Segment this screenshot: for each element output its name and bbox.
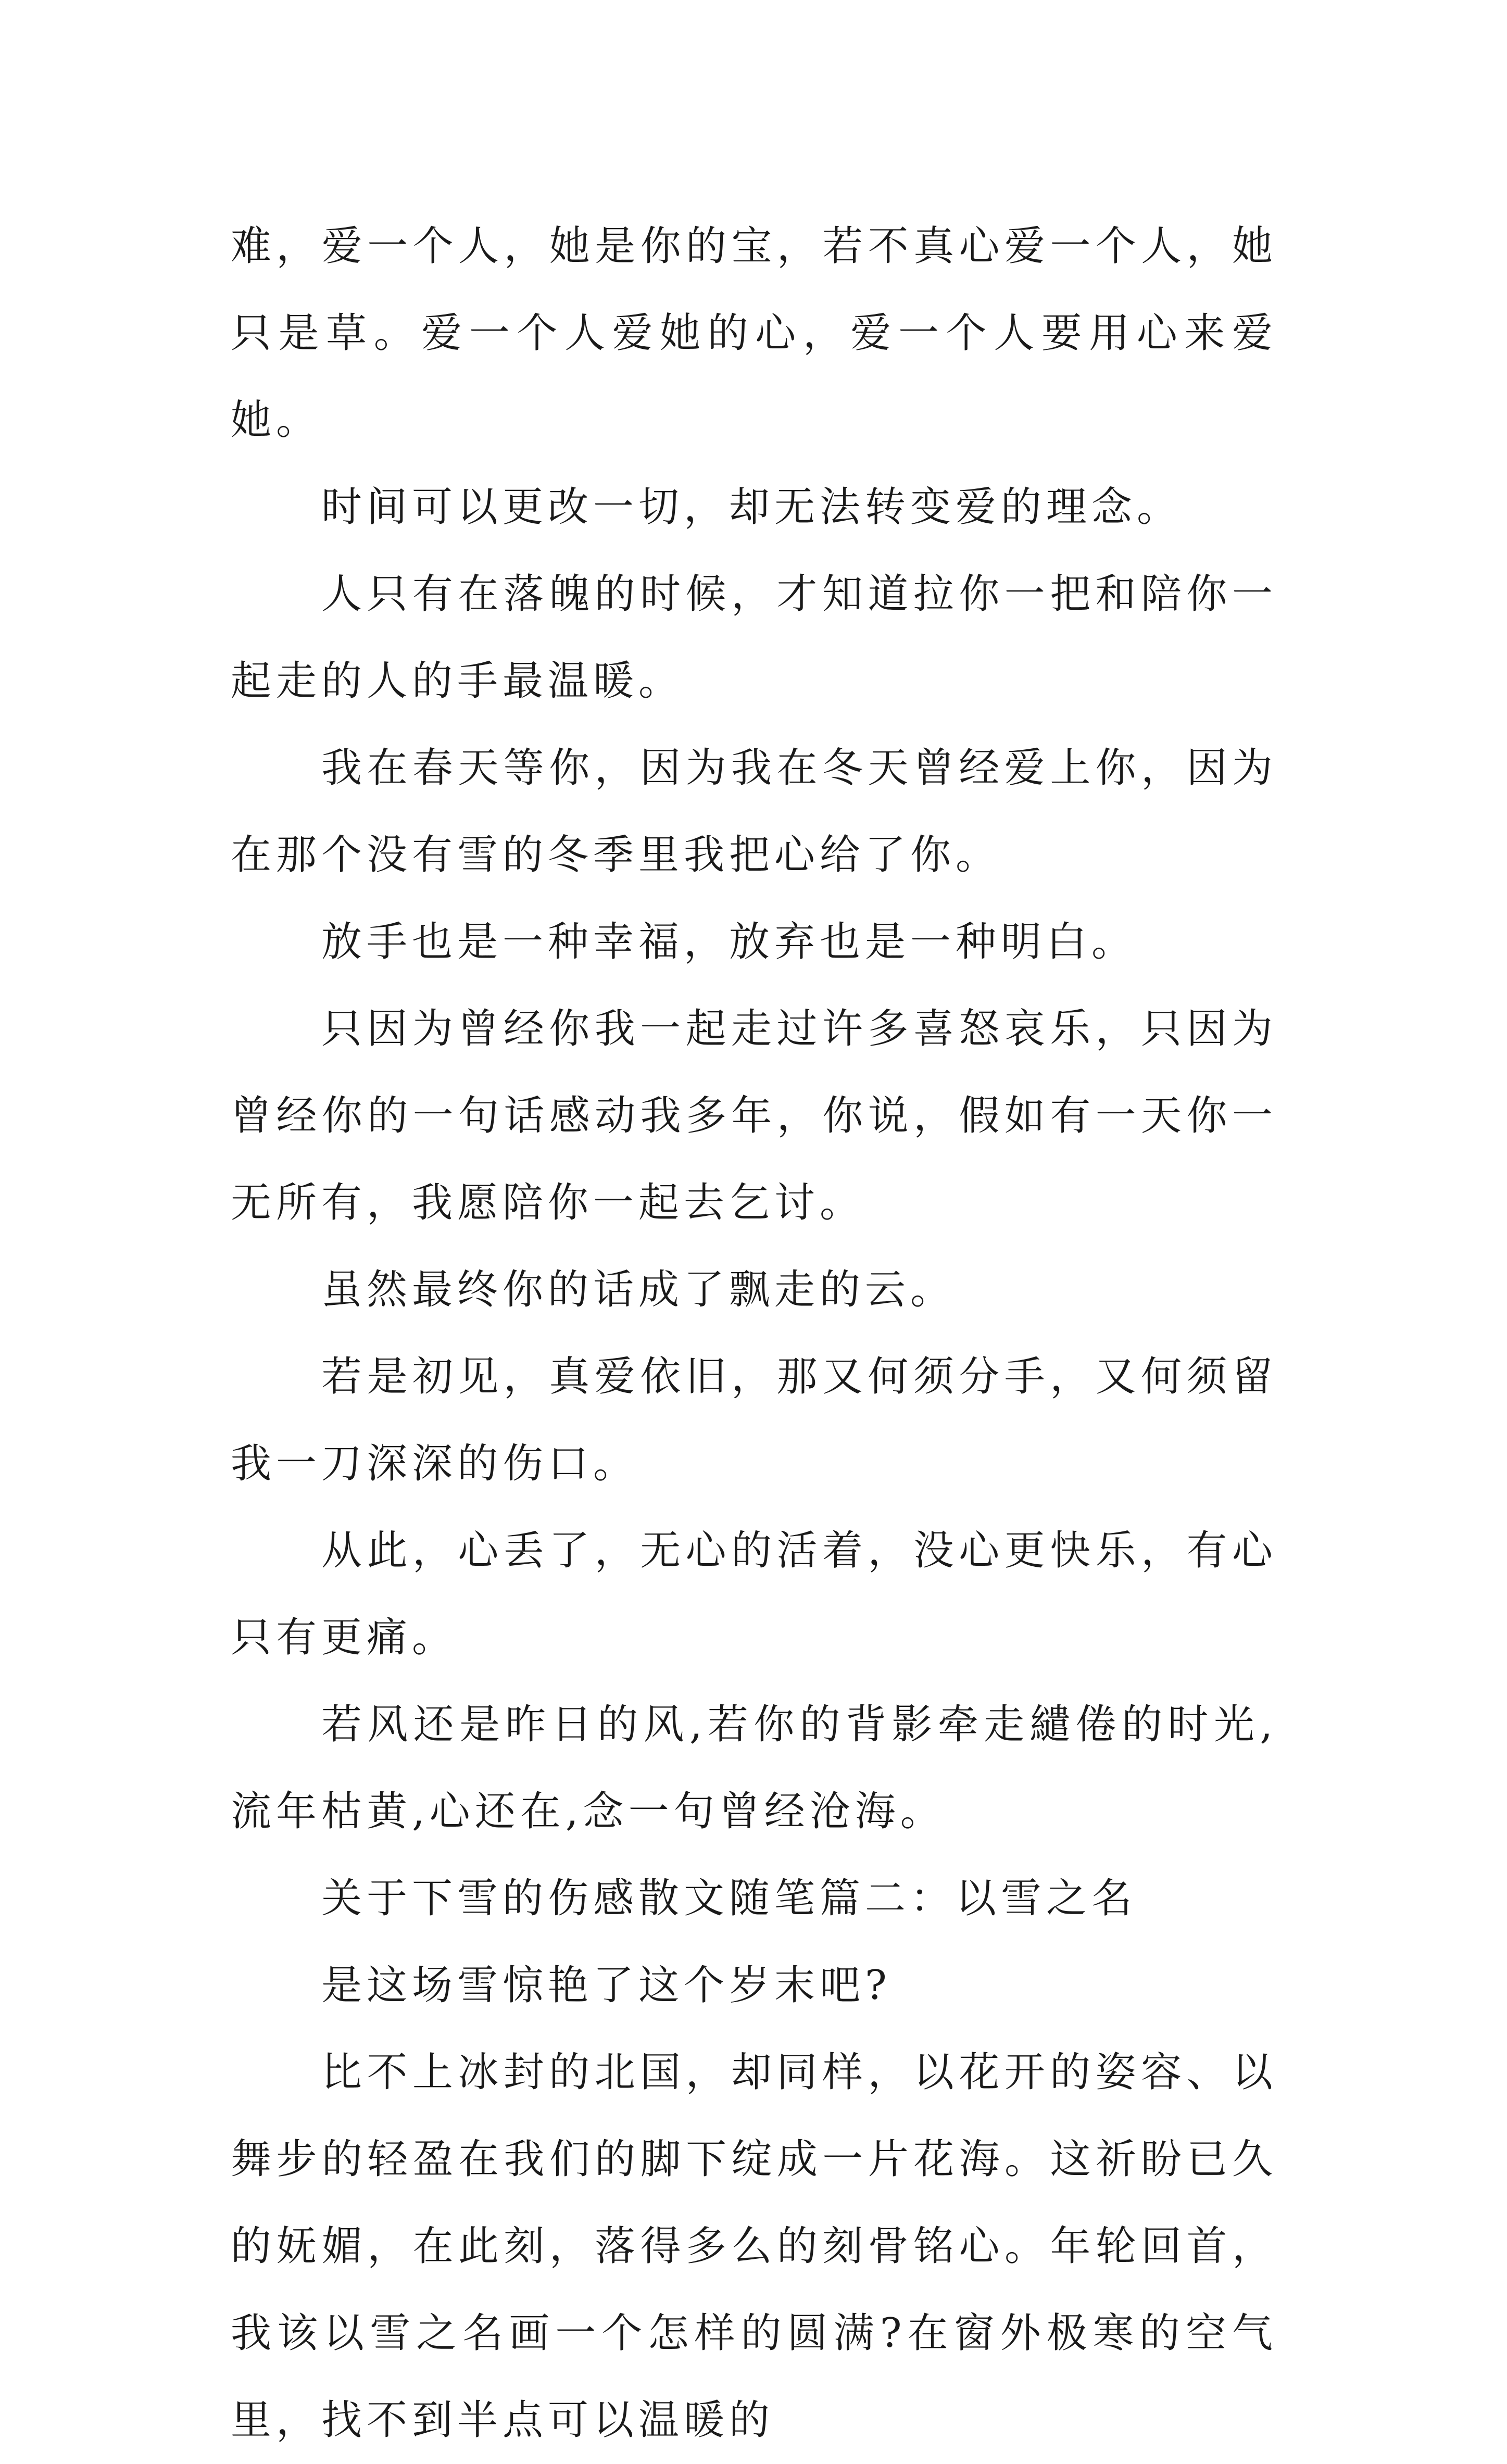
paragraph-7: 虽然最终你的话成了飘走的云。 <box>321 1266 956 1313</box>
paragraph-9: 从此，心丢了，无心的活着，没心更快乐，有心只有更痛。 <box>231 1527 1277 1661</box>
paragraph-4: 我在春天等你，因为我在冬天曾经爱上你，因为在那个没有雪的冬季里我把心给了你。 <box>231 745 1277 878</box>
section-heading: 关于下雪的伤感散文随笔篇二：以雪之名 <box>321 1875 1137 1922</box>
paragraph-12: 是这场雪惊艳了这个岁末吧? <box>321 1962 891 2009</box>
paragraph-3: 人只有在落魄的时候，才知道拉你一把和陪你一起走的人的手最温暖。 <box>231 571 1277 705</box>
paragraph-13: 比不上冰封的北国，却同样，以花开的姿容、以舞步的轻盈在我们的脚下绽成一片花海。这祈盼已久的妩媚，在此刻，落得多么的刻骨铭心。年轮回首，我该以雪之名画一个怎样的圆满?在窗外极寒的空气里，找不到半点可以温暖的 <box>231 2049 1277 2444</box>
paragraph-5: 放手也是一种幸福，放弃也是一种明白。 <box>321 919 1137 965</box>
paragraph-10: 若风还是昨日的风,若你的背影牵走繾倦的时光,流年枯黄,心还在,念一句曾经沧海。 <box>231 1701 1277 1835</box>
document-body <box>231 203 1277 2464</box>
paragraph-8: 若是初见，真爱依旧，那又何须分手，又何须留我一刀深深的伤口。 <box>231 1353 1277 1487</box>
paragraph-6: 只因为曾经你我一起走过许多喜怒哀乐，只因为曾经你的一句话感动我多年，你说，假如有一天你一无所有，我愿陪你一起去乞讨。 <box>231 1005 1277 1226</box>
paragraph-1: 难，爱一个人，她是你的宝，若不真心爱一个人，她只是草。爱一个人爱她的心，爱一个人要用心来爱她。 <box>231 223 1277 444</box>
paragraph-2: 时间可以更改一切，却无法转变爱的理念。 <box>321 484 1183 531</box>
